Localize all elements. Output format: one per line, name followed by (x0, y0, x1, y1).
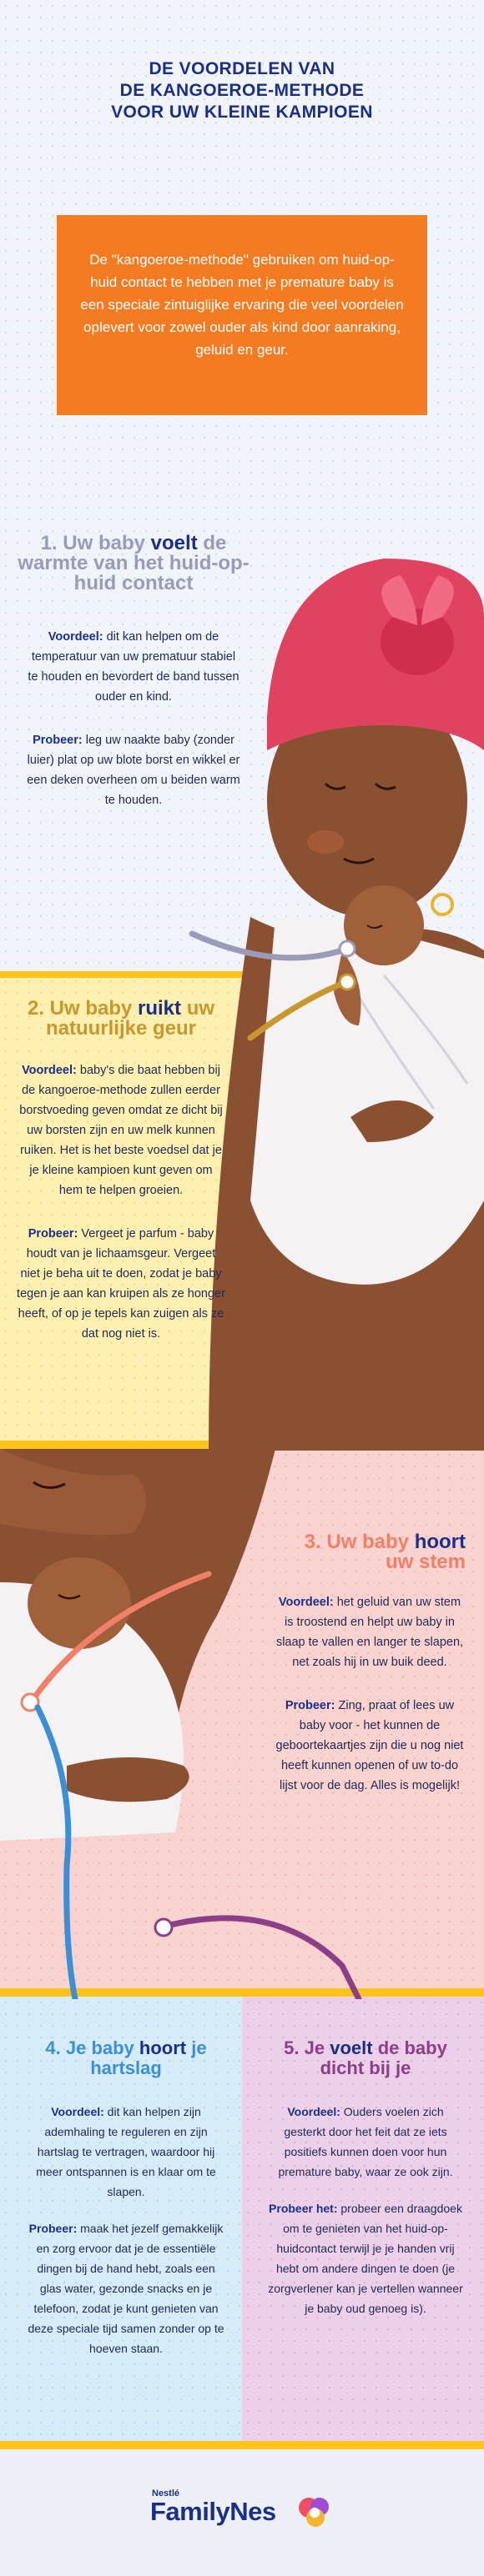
heading-text: 4. Je baby (45, 2037, 139, 2058)
page-title (0, 58, 484, 123)
voordeel-text: het geluid van uw stem is troostend en helpt uw baby in slaap te vallen en langer te slapen, net zoals hij in uw buik deed. (275, 1596, 464, 1669)
familynes-logo[interactable] (150, 2488, 334, 2538)
heading-verb: ruikt (138, 997, 182, 1020)
mother-hand (67, 1757, 189, 1802)
section-body (17, 627, 250, 810)
earring-icon (432, 895, 452, 915)
heading-verb: hoort (414, 1531, 466, 1553)
logo-text: FamilyNes (150, 2497, 276, 2526)
white-blanket (250, 917, 484, 1285)
heading-text: uw stem (385, 1551, 466, 1573)
heading-text: 1. Uw baby (40, 532, 151, 554)
logo-heart-icon (297, 2495, 332, 2530)
section-body (17, 1060, 225, 1344)
section-heading (265, 2038, 466, 2078)
section-heading (17, 534, 250, 594)
voordeel-label: Voordeel: (287, 2105, 340, 2118)
probeer-paragraph (25, 730, 242, 810)
section-body (25, 2102, 227, 2358)
probeer-paragraph (274, 1696, 466, 1796)
title-line: VOOR UW KLEINE KAMPIOEN (111, 103, 373, 122)
heading-text: 3. Uw baby (304, 1531, 415, 1553)
voordeel-paragraph (25, 2102, 227, 2202)
probeer-text: leg uw naakte baby (zonder luier) plat op uw blote borst en wikkel er een deken overheen om u beiden warm te houden. (27, 734, 240, 807)
probeer-paragraph (265, 2198, 466, 2318)
heading-verb: voelt (330, 2037, 373, 2058)
heading-text: de baby dicht bij je (320, 2037, 447, 2078)
voordeel-text: dit kan helpen om de temperatuur van uw prematuur stabiel te houden en bevordert de band tussen ouder en kind. (28, 630, 239, 704)
nestle-small-text: Nestlé (152, 2488, 180, 2498)
voordeel-paragraph (265, 2102, 466, 2182)
probeer-paragraph (25, 2218, 227, 2358)
heading-text: de warmte van het huid-op-huid contact (18, 532, 250, 594)
title-line: DE KANGOEROE-METHODE (119, 81, 365, 100)
yellow-stripe (0, 2441, 484, 2449)
probeer-text: Zing, praat of lees uw baby voor - het kunnen de geboortekaartjes zijn die u nog niet heeft kunnen openen of uw to-do lijst voor de dag. Alles is mogelijk! (275, 1699, 464, 1792)
probeer-text: probeer een draagdoek om te genieten van het huid-op-huidcontact terwijl je je handen vrij hebt om andere dingen te doen (je zorgverlener kan je vertellen wanneer je baby oud genoeg is). (268, 2202, 463, 2315)
title-line: DE VOORDELEN VAN (149, 59, 335, 78)
probeer-label: Probeer het: (269, 2202, 338, 2215)
purple-connector-line (167, 1918, 359, 1999)
baby-head (344, 885, 424, 965)
section-heading (25, 2038, 227, 2078)
section-4 (25, 2038, 227, 2382)
probeer-label: Probeer: (28, 2222, 78, 2235)
heading-verb: hoort (139, 2037, 187, 2058)
probeer-text: Vergeet je parfum - baby houdt van je lichaamsgeur. Vergeet niet je beha uit te doen, zodat je baby tegen je aan kan kruipen als ze honger heeft, of op je tepels kan zuigen als ze dat nog niet is. (17, 1227, 225, 1341)
connector-dot (155, 1919, 172, 1936)
section-2 (17, 999, 225, 1367)
probeer-text: maak het jezelf gemakkelijk en zorg ervoor dat je de essentiële dingen bij de hand hebt, zoals een glas water, gezonde snacks en je telefoon, zodat je kunt genieten van deze speciale tijd samen zonder op te hoeven staan. (28, 2222, 224, 2355)
voordeel-text: baby's die baat hebben bij de kangoeroe-methode zullen eerder borstvoeding geven omdat ze dicht bij uw borsten zijn en uw melk kunnen ruiken. Het is het beste voedsel dat je je kleine kampioen kunt geven om hem te helpen groeien. (19, 1064, 223, 1197)
probeer-label: Probeer: (33, 734, 83, 747)
section-1 (17, 534, 250, 834)
mother-cheek (307, 830, 344, 854)
heading-verb: voelt (150, 532, 198, 554)
probeer-paragraph (17, 1224, 225, 1344)
turban-knot (381, 609, 454, 675)
section-3 (274, 1532, 466, 1819)
voordeel-label: Voordeel: (51, 2105, 104, 2118)
probeer-label: Probeer: (285, 1699, 335, 1712)
voordeel-text: dit kan helpen zijn ademhaling te reguleren en zijn hartslag te vertragen, waardoor hij meer ontspannen is en klaar om te slapen. (36, 2105, 216, 2198)
heading-text: 2. Uw baby (27, 997, 139, 1020)
voordeel-label: Voordeel: (278, 1596, 334, 1609)
intro-box: De "kangoeroe-methode" gebruiken om huid-op-huid contact te hebben met je premature baby is een speciale zintuiglijke ervaring die veel voordelen oplevert voor zowel ouder als kind door aanraking, geluid en geur. (57, 215, 427, 415)
section-body (274, 1592, 466, 1796)
probeer-label: Probeer: (28, 1227, 78, 1240)
connector-dot (340, 941, 355, 956)
section-heading (274, 1532, 466, 1572)
baby-head (28, 1557, 131, 1649)
heading-text: 5. Je (284, 2037, 330, 2058)
voordeel-label: Voordeel: (22, 1064, 77, 1077)
section-5 (265, 2038, 466, 2342)
voordeel-paragraph (17, 1060, 225, 1200)
heading-text: je hartslag (90, 2037, 207, 2078)
section-heading (17, 999, 225, 1039)
connector-dot (340, 975, 355, 990)
voordeel-text: Ouders voelen zich gesterkt door het feit dat ze iets positiefs kunnen doen voor hun premature baby, waar ze ook zijn. (278, 2105, 453, 2178)
section-body (265, 2102, 466, 2318)
voordeel-label: Voordeel: (48, 630, 103, 644)
heading-text: uw natuurlijke geur (45, 997, 215, 1040)
voordeel-paragraph (274, 1592, 466, 1672)
voordeel-paragraph (25, 627, 242, 707)
